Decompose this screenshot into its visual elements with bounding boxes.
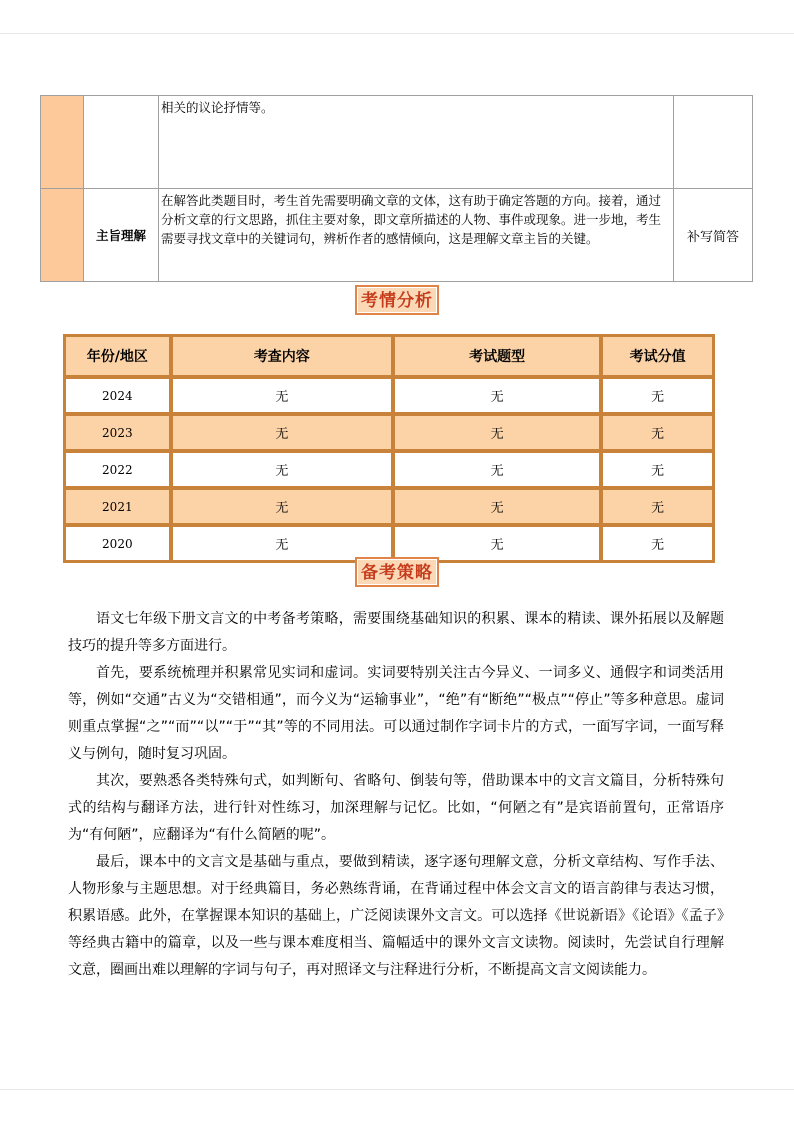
paragraph-last: 最后，课本中的文言文是基础与重点，要做到精读，逐字逐句理解文意，分析文章结构、写作手法、人物形象与主题思想。对于经典篇目，务必熟练背诵，在背诵过程中体会文言文的语言韵律与表达习惯，积累语感。此外，在掌握课本知识的基础上，广泛阅读课外文言文。可以选择《世说新语》《论语》《孟子》等经典古籍中的篇章，以及一些与课本难度相当、篇幅适中的课外文言文读物。阅读时，先尝试自行理解文意，圈画出难以理解的字词与句子，再对照译文与注释进行分析，不断提高文言文阅读能力。 bbox=[68, 854, 724, 978]
row-color-cell bbox=[41, 96, 84, 189]
header-content: 考查内容 bbox=[172, 336, 392, 376]
header-year: 年份/地区 bbox=[65, 336, 170, 376]
section-title-analysis: 考情分析 bbox=[355, 285, 439, 315]
content-cell: 无 bbox=[172, 526, 392, 561]
row-name-cell: 主旨理解 bbox=[84, 189, 159, 282]
table-row bbox=[65, 452, 713, 487]
table-header-row bbox=[65, 336, 713, 376]
row-name-cell bbox=[84, 96, 159, 189]
type-cell: 无 bbox=[394, 526, 600, 561]
table-row bbox=[65, 526, 713, 561]
content-cell: 无 bbox=[172, 489, 392, 524]
score-cell: 无 bbox=[602, 378, 713, 413]
type-cell: 无 bbox=[394, 415, 600, 450]
page-bottom-divider bbox=[0, 1089, 794, 1090]
table-row bbox=[65, 378, 713, 413]
paragraph-first: 首先，要系统梳理并积累常见实词和虚词。实词要特别关注古今异义、一词多义、通假字和词类活用等，例如“交通”古义为“交错相通”，而今义为“运输事业”，“绝”有“断绝”“极点”“停止”等多种意思。虚词则重点掌握“之”“而”“以”“于”“其”等的不同用法。可以通过制作字词卡片的方式，一面写字词，一面写释义与例句，随时复习巩固。 bbox=[68, 665, 724, 762]
knowledge-row bbox=[41, 189, 753, 282]
score-cell: 无 bbox=[602, 526, 713, 561]
year-cell: 2023 bbox=[65, 415, 170, 450]
knowledge-row bbox=[41, 96, 753, 189]
page-top-divider bbox=[0, 33, 794, 34]
row-color-cell bbox=[41, 189, 84, 282]
score-cell: 无 bbox=[602, 415, 713, 450]
table-row bbox=[65, 489, 713, 524]
content-cell: 无 bbox=[172, 452, 392, 487]
year-cell: 2022 bbox=[65, 452, 170, 487]
header-score: 考试分值 bbox=[602, 336, 713, 376]
year-cell: 2021 bbox=[65, 489, 170, 524]
type-cell: 无 bbox=[394, 489, 600, 524]
strategy-body bbox=[68, 606, 724, 984]
type-cell: 无 bbox=[394, 452, 600, 487]
paragraph-second: 其次，要熟悉各类特殊句式，如判断句、省略句、倒装句等，借助课本中的文言文篇目，分析特殊句式的结构与翻译方法，进行针对性练习，加深理解与记忆。比如，“何陋之有”是宾语前置句，正常语序为“有何陋”，应翻译为“有什么简陋的呢”。 bbox=[68, 773, 724, 843]
type-cell: 无 bbox=[394, 378, 600, 413]
year-cell: 2024 bbox=[65, 378, 170, 413]
score-cell: 无 bbox=[602, 452, 713, 487]
score-cell: 无 bbox=[602, 489, 713, 524]
paragraph-intro: 语文七年级下册文言文的中考备考策略，需要围绕基础知识的积累、课本的精读、课外拓展以及解题技巧的提升等多方面进行。 bbox=[68, 611, 724, 654]
section-title-strategy: 备考策略 bbox=[355, 557, 439, 587]
year-cell: 2020 bbox=[65, 526, 170, 561]
content-cell: 无 bbox=[172, 378, 392, 413]
exam-analysis-table bbox=[63, 334, 715, 563]
row-note-cell: 补写简答 bbox=[674, 189, 753, 282]
table-row bbox=[65, 415, 713, 450]
row-note-cell bbox=[674, 96, 753, 189]
knowledge-table bbox=[40, 95, 753, 282]
content-cell: 无 bbox=[172, 415, 392, 450]
row-text-cell: 相关的议论抒情等。 bbox=[159, 96, 674, 189]
header-type: 考试题型 bbox=[394, 336, 600, 376]
row-text-cell: 在解答此类题目时，考生首先需要明确文章的文体，这有助于确定答题的方向。接着，通过分析文章的行文思路，抓住主要对象，即文章所描述的人物、事件或现象。进一步地，考生需要寻找文章中的关键词句，辨析作者的感情倾向，这是理解文章主旨的关键。 bbox=[159, 189, 674, 282]
